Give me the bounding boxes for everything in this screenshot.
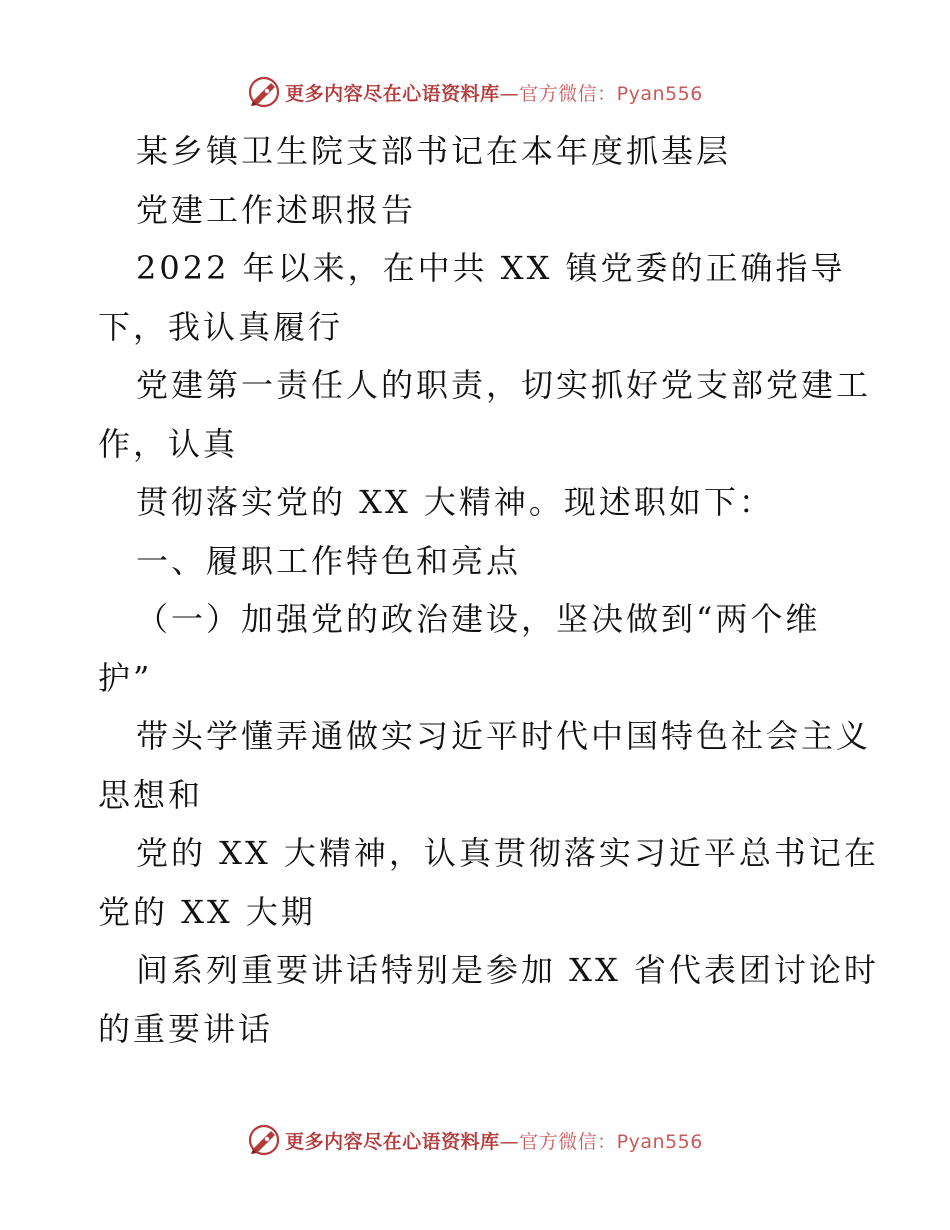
watermark-text <box>285 79 703 106</box>
paragraph-line: 的重要讲话 <box>98 1009 274 1048</box>
watermark-separator: — <box>499 82 520 105</box>
paragraph-line: 下，我认真履行 <box>98 307 344 346</box>
watermark-header <box>0 72 950 112</box>
paragraph-line: 党的 XX 大期 <box>98 892 316 931</box>
paragraph-line: 贯彻落实党的 XX 大精神。现述职如下： <box>136 483 774 521</box>
document-body <box>98 122 879 1058</box>
watermark-contact: 官方微信：Pyan556 <box>519 82 703 105</box>
watermark-separator: — <box>499 1130 520 1153</box>
paragraph-line: 带头学懂弄通做实习近平时代中国特色社会主义 <box>136 717 872 755</box>
paragraph-line: 党建第一责任人的职责，切实抓好党支部党建工 <box>136 366 872 404</box>
watermark-site: 更多内容尽在心语资料库 <box>285 82 500 105</box>
subsection-heading: （一）加强党的政治建设，坚决做到“两个维 <box>136 600 821 638</box>
paragraph-line: 思想和 <box>98 775 204 814</box>
title-line-2: 党建工作述职报告 <box>136 190 417 229</box>
pen-logo-icon <box>247 1123 281 1157</box>
section-heading: 一、履职工作特色和亮点 <box>136 541 522 580</box>
watermark-text <box>285 1127 703 1154</box>
pen-logo-icon <box>247 75 281 109</box>
watermark-site: 更多内容尽在心语资料库 <box>285 1130 500 1153</box>
title-line-1: 某乡镇卫生院支部书记在本年度抓基层 <box>136 132 732 170</box>
watermark-contact: 官方微信：Pyan556 <box>519 1130 703 1153</box>
subsection-heading-cont: 护” <box>98 658 153 697</box>
watermark-footer <box>0 1120 950 1160</box>
paragraph-line: 2022 年以来，在中共 XX 镇党委的正确指导 <box>136 249 846 287</box>
paragraph-line: 党的 XX 大精神，认真贯彻落实习近平总书记在 <box>136 834 879 872</box>
paragraph-line: 间系列重要讲话特别是参加 XX 省代表团讨论时 <box>136 951 879 989</box>
paragraph-line: 作，认真 <box>98 424 239 463</box>
